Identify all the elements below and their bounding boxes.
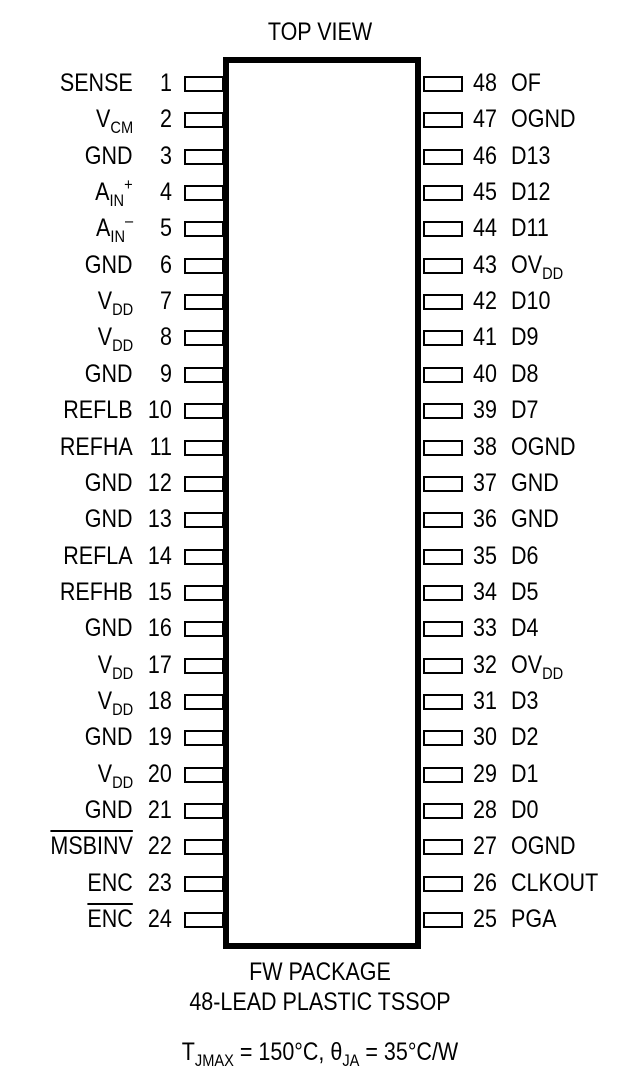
pin-name: D4 (511, 614, 539, 643)
pin-lead (423, 839, 463, 855)
pin-label (88, 907, 133, 932)
pin-label (511, 325, 538, 350)
pin-label (95, 211, 133, 247)
pin-lead (184, 912, 224, 928)
pin-name: GND (85, 359, 133, 388)
pin-lead (184, 440, 224, 456)
pin-number: 43 (473, 250, 497, 279)
pin-label (511, 868, 599, 897)
pin-number: 3 (160, 141, 172, 170)
pin-label (97, 759, 133, 792)
pin-number: 14 (148, 541, 172, 570)
pin-name: GND (85, 141, 133, 170)
pin-label (60, 71, 133, 96)
theta-value: = 35°C/W (359, 1038, 459, 1066)
pin-lead (423, 694, 463, 710)
chip-body (223, 57, 421, 949)
pin-number: 45 (473, 178, 497, 207)
pin-label (511, 616, 538, 641)
pin-lead (423, 112, 463, 128)
pin-name: A (95, 214, 111, 243)
pin-label (511, 250, 564, 283)
pin-name-subscript: CM (110, 118, 133, 138)
pin-label (511, 398, 538, 423)
pin-name: V (97, 287, 112, 316)
diagram-title: TOP VIEW (267, 18, 373, 46)
pin-number: 47 (473, 105, 497, 134)
pin-name: V (95, 105, 111, 134)
pin-name: GND (511, 505, 559, 534)
pin-lead (184, 803, 224, 819)
pin-number: 7 (160, 287, 172, 316)
pin-name: OV (511, 650, 543, 679)
pin-number: 33 (473, 614, 497, 643)
tjmax-subscript: JMAX (194, 1051, 234, 1070)
pin-lead (184, 149, 224, 165)
pin-label (511, 907, 556, 932)
pin-label (95, 105, 133, 138)
pin-number: 2 (160, 105, 172, 134)
pin-lead (423, 512, 463, 528)
pin-label (97, 323, 133, 356)
pin-number: 46 (473, 141, 497, 170)
pin-label (511, 432, 576, 461)
pin-lead (423, 367, 463, 383)
pin-name-subscript: IN (109, 191, 125, 211)
pin-lead (184, 730, 224, 746)
pin-number: 11 (149, 432, 172, 461)
pin-name: V (97, 686, 112, 715)
pin-lead (184, 876, 224, 892)
tjmax-value: = 150°C, (233, 1038, 331, 1066)
pin-label (60, 577, 133, 606)
pin-number: 6 (160, 250, 172, 279)
pin-label (511, 759, 539, 788)
pin-name: REFLB (63, 396, 133, 425)
tjmax-symbol: T (181, 1038, 195, 1066)
pin-number: 8 (160, 323, 172, 352)
pin-number: 27 (473, 832, 497, 861)
pin-name: D2 (511, 723, 539, 752)
pin-lead (423, 730, 463, 746)
pin-number: 20 (148, 759, 172, 788)
pin-label (85, 798, 133, 823)
pin-lead (184, 512, 224, 528)
pin-name: D1 (511, 759, 539, 788)
pin-number: 17 (148, 650, 172, 679)
pin-label (511, 141, 551, 170)
pin-number: 42 (473, 287, 497, 316)
pin-name: GND (85, 250, 133, 279)
pin-number: 31 (473, 686, 497, 715)
pin-number: 29 (473, 759, 497, 788)
pin-label (85, 250, 133, 279)
pin-name-subscript: DD (111, 300, 133, 320)
pin-label (511, 834, 576, 859)
pin-lead (184, 403, 224, 419)
pin-lead (423, 876, 463, 892)
package-name: FW PACKAGE (249, 958, 391, 986)
pin-lead (184, 76, 224, 92)
pin-label (51, 834, 133, 859)
pin-name-subscript: DD (111, 772, 133, 792)
pin-number: 22 (148, 832, 172, 861)
pin-label (511, 289, 550, 314)
pin-name: GND (85, 796, 133, 824)
pin-name: OF (511, 69, 541, 97)
pin-label (511, 216, 549, 241)
pin-lead (423, 658, 463, 674)
pin-name-subscript: IN (110, 227, 125, 247)
pin-name: GND (85, 468, 133, 497)
pin-name: OGND (511, 432, 576, 461)
pin-lead (184, 330, 224, 346)
pin-name: OV (511, 250, 543, 279)
pin-name: GND (85, 723, 133, 752)
pin-label (64, 398, 133, 423)
pin-label (511, 577, 539, 606)
pin-name-subscript: DD (111, 663, 133, 683)
pin-number: 48 (473, 69, 497, 97)
pin-lead (423, 585, 463, 601)
pin-name: SENSE (60, 69, 133, 97)
pin-name: D7 (511, 396, 539, 425)
thermal-spec (45, 1038, 595, 1070)
pin-number: 39 (473, 396, 497, 425)
pin-number: 25 (473, 905, 497, 934)
pin-name-superscript: – (124, 211, 133, 231)
pin-name: OGND (511, 105, 576, 134)
pin-name: GND (511, 468, 559, 497)
pin-number: 18 (148, 686, 172, 715)
pin-number: 41 (473, 323, 497, 352)
pin-lead (184, 112, 224, 128)
pin-number: 34 (473, 577, 497, 606)
pin-name: GND (85, 505, 133, 534)
pin-name: ENC (87, 868, 133, 897)
pin-number: 21 (148, 796, 172, 824)
pin-number: 38 (473, 432, 497, 461)
pin-label (511, 107, 576, 132)
pin-number: 12 (148, 468, 172, 497)
pin-name: OGND (511, 832, 576, 861)
pin-name: GND (85, 614, 133, 643)
pin-name: D5 (511, 577, 539, 606)
pin-label (511, 468, 559, 497)
pin-lead (423, 258, 463, 274)
pin-lead (184, 585, 224, 601)
pin-lead (423, 221, 463, 237)
pin-label (511, 180, 550, 205)
pin-name: D10 (511, 287, 551, 316)
pin-name: A (95, 178, 110, 207)
pin-name: MSBINV (50, 832, 133, 861)
pin-label (95, 175, 133, 211)
pin-name: REFHA (60, 432, 133, 461)
pin-label (511, 686, 539, 715)
pin-lead (423, 149, 463, 165)
pin-label (511, 71, 541, 96)
pin-number: 4 (160, 178, 172, 207)
pin-number: 10 (148, 396, 172, 425)
pin-number: 32 (473, 650, 497, 679)
pin-number: 1 (160, 69, 172, 97)
pin-label (511, 541, 539, 570)
pin-label (97, 686, 133, 719)
pin-name: V (97, 323, 112, 352)
pin-lead (184, 549, 224, 565)
pin-name: D3 (511, 686, 539, 715)
pin-label (511, 798, 538, 823)
package-description: 48-LEAD PLASTIC TSSOP (189, 988, 451, 1016)
pin-number: 24 (148, 905, 172, 934)
pin-name: D9 (511, 323, 539, 352)
pin-name: D13 (511, 141, 551, 170)
pin-label (63, 541, 133, 570)
pin-lead (184, 476, 224, 492)
pin-lead (423, 476, 463, 492)
pin-lead (184, 367, 224, 383)
pin-lead (423, 403, 463, 419)
pin-number: 35 (473, 541, 497, 570)
pin-lead (423, 621, 463, 637)
pin-name: D12 (511, 178, 551, 207)
pin-number: 37 (473, 468, 497, 497)
pin-label (97, 287, 133, 320)
pin-number: 9 (160, 359, 172, 388)
pin-name: D6 (511, 541, 539, 570)
pin-name-subscript: DD (542, 663, 564, 683)
pin-lead (184, 185, 224, 201)
pin-number: 40 (473, 359, 497, 388)
pin-label (97, 650, 133, 683)
pin-lead (184, 694, 224, 710)
pin-number: 44 (473, 214, 497, 243)
pin-number: 16 (148, 614, 172, 643)
pin-name: D11 (511, 214, 549, 243)
pin-number: 28 (473, 796, 497, 824)
pin-lead (423, 767, 463, 783)
pin-lead (184, 839, 224, 855)
pin-name-subscript: DD (111, 699, 133, 719)
pin-name: REFLA (63, 541, 133, 570)
pin-label (60, 432, 133, 461)
pin-lead (423, 803, 463, 819)
pin-lead (423, 330, 463, 346)
pin-lead (184, 294, 224, 310)
pin-label (85, 507, 133, 532)
pin-lead (423, 185, 463, 201)
pin-name: D0 (511, 796, 539, 824)
pin-lead (423, 76, 463, 92)
pin-label (85, 468, 133, 497)
pin-label (85, 141, 133, 170)
pin-number: 23 (148, 868, 172, 897)
pin-lead (184, 221, 224, 237)
pin-number: 15 (148, 577, 172, 606)
pin-label (511, 359, 539, 388)
pin-number: 13 (148, 505, 172, 534)
pin-lead (423, 549, 463, 565)
pin-name: PGA (511, 905, 557, 934)
pin-number: 36 (473, 505, 497, 534)
pin-lead (423, 912, 463, 928)
pin-name: V (97, 759, 112, 788)
pin-number: 19 (148, 723, 172, 752)
pin-name-superscript: + (124, 175, 133, 195)
pin-lead (184, 658, 224, 674)
pin-name-subscript: DD (542, 263, 564, 283)
pin-name: CLKOUT (511, 868, 599, 897)
pin-lead (184, 767, 224, 783)
pin-lead (423, 294, 463, 310)
pin-label (511, 725, 538, 750)
pin-name: D8 (511, 359, 539, 388)
pin-number: 30 (473, 723, 497, 752)
pin-label (85, 359, 133, 388)
pin-label (511, 650, 564, 683)
pin-label (87, 868, 133, 897)
pin-label (511, 507, 559, 532)
pin-lead (184, 258, 224, 274)
pin-number: 5 (160, 214, 172, 243)
pin-lead (184, 621, 224, 637)
pin-label (85, 725, 133, 750)
pin-lead (423, 440, 463, 456)
theta-subscript: JA (342, 1051, 360, 1070)
pin-label (85, 616, 133, 641)
theta-symbol: θ (330, 1038, 343, 1066)
pin-name: $\overline{ENC}$ (87, 905, 133, 934)
pin-name-subscript: DD (111, 336, 133, 356)
pin-name: REFHB (60, 577, 133, 606)
pin-number: 26 (473, 868, 497, 897)
pin-name: V (97, 650, 112, 679)
